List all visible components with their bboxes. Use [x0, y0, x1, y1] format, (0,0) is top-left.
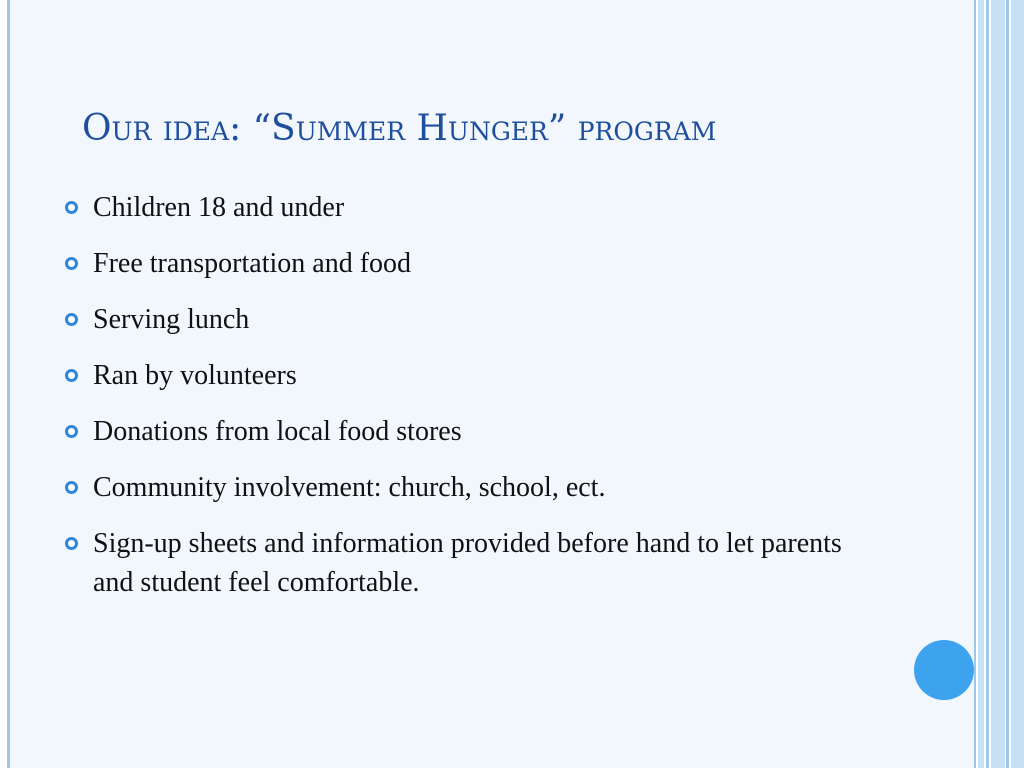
bullet-text: Ran by volunteers — [93, 360, 297, 391]
ring-bullet-icon — [65, 201, 78, 214]
bullet-item — [64, 188, 944, 227]
frame-stripe — [1006, 0, 1009, 768]
bullet-text: Children 18 and under — [93, 192, 345, 223]
frame-stripe — [991, 0, 1005, 768]
bullet-item — [64, 356, 944, 395]
ring-bullet-icon — [65, 313, 78, 326]
bullet-list — [64, 188, 944, 619]
ring-bullet-icon — [65, 369, 78, 382]
bullet-text: Serving lunch — [93, 304, 250, 335]
frame-stripe — [978, 0, 984, 768]
bullet-item — [64, 300, 944, 339]
ring-bullet-icon — [65, 425, 78, 438]
bullet-text: Sign-up sheets and information provided before hand to let parents and student feel comfortable. — [93, 528, 842, 598]
bullet-item — [64, 244, 944, 283]
ring-bullet-icon — [65, 257, 78, 270]
ring-bullet-icon — [65, 481, 78, 494]
bullet-text: Donations from local food stores — [93, 416, 462, 447]
bullet-item — [64, 524, 944, 602]
frame-stripe — [986, 0, 989, 768]
slide-title: Our idea: “Summer Hunger” program — [82, 108, 717, 149]
bullet-item — [64, 468, 944, 507]
decorative-circle-icon — [914, 640, 974, 700]
bullet-text: Free transportation and food — [93, 248, 412, 279]
bullet-text: Community involvement: church, school, ect. — [93, 472, 606, 503]
ring-bullet-icon — [65, 537, 78, 550]
frame-stripe — [1011, 0, 1024, 768]
bullet-item — [64, 412, 944, 451]
